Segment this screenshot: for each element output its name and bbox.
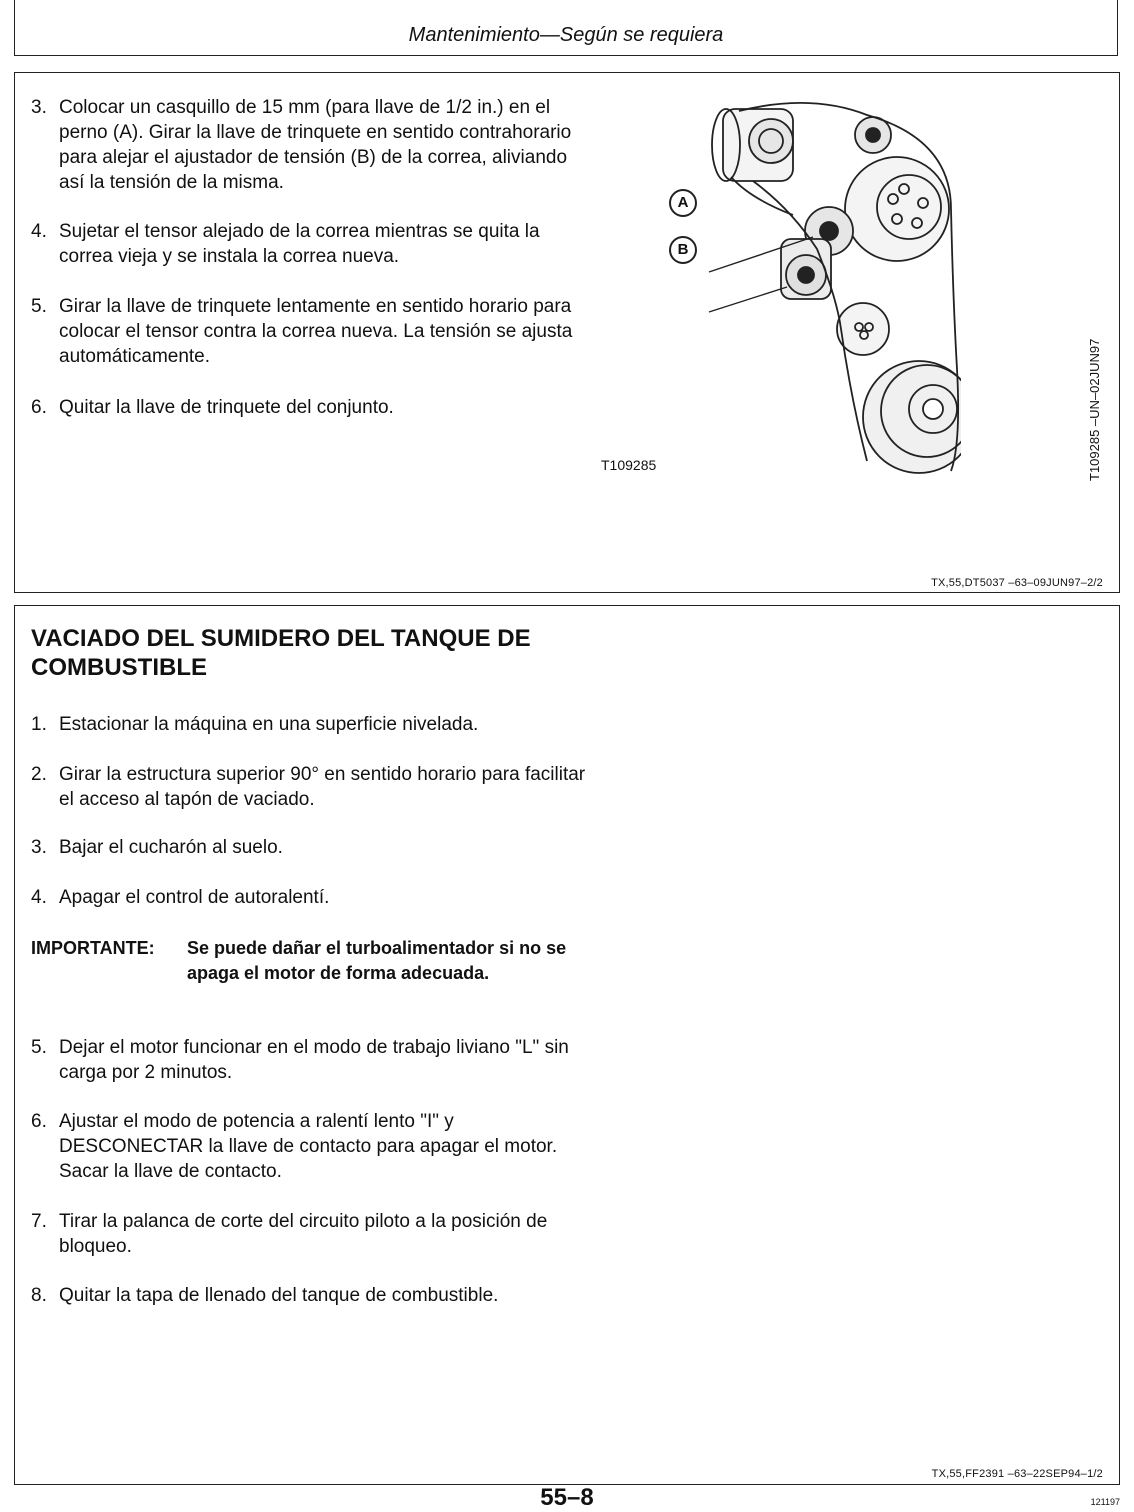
section-belt-replacement [14,72,1120,593]
reference-code: TX,55,FF2391 –63–22SEP94–1/2 [931,1468,1103,1480]
page-date-code: 121197 [1090,1497,1120,1507]
step-text: Bajar el cucharón al suelo. [59,837,283,858]
important-label: IMPORTANTE: [31,938,155,958]
step-item [31,762,591,812]
step-text: Estacionar la máquina en una superficie nivelada. [59,714,479,735]
step-number: 6. [31,1111,47,1132]
step-number: 8. [31,1285,47,1306]
step-item [31,885,591,910]
belt-drive-illustration [661,99,961,479]
step-item [31,1283,591,1308]
step-text: Sujetar el tensor alejado de la correa mientras se quita la correa vieja y se instala la correa nueva. [59,221,540,267]
step-number: 2. [31,764,47,785]
step-text: Tirar la palanca de corte del circuito piloto a la posición de bloqueo. [59,1211,548,1257]
step-item [31,712,591,737]
section-fuel-sump-drain [14,605,1120,1485]
important-text: Se puede dañar el turboalimentador si no se apaga el motor de forma adecuada. [187,938,567,983]
figure-vertical-code: T109285 –UN–02JUN97 [1087,338,1102,481]
step-item [31,95,591,195]
step-text: Dejar el motor funcionar en el modo de trabajo liviano "L" sin carga por 2 minutos. [59,1037,569,1083]
step-item [31,395,591,420]
page-header [14,0,1118,56]
step-text: Girar la llave de trinquete lentamente en sentido horario para colocar el tensor contra la correa nueva. La tensión se ajusta automáticamente. [59,296,573,367]
step-text: Girar la estructura superior 90° en sentido horario para facilitar el acceso al tapón de vaciado. [59,764,586,810]
step-number: 4. [31,887,47,908]
page-number: 55–8 [540,1484,594,1511]
step-text: Apagar el control de autoralentí. [59,887,330,908]
step-number: 5. [31,1037,47,1058]
callout-b: B [669,236,697,264]
step-number: 7. [31,1211,47,1232]
step-text: Colocar un casquillo de 15 mm (para llave de 1/2 in.) en el perno (A). Girar la llave de trinquete en sentido contrahorario para alejar el ajustador de tensión (B) de la correa, aliviando así la tensión de la misma. [59,97,572,193]
step-number: 6. [31,397,47,418]
step-item [31,1035,591,1085]
figure-caption: T109285 [601,457,657,473]
reference-code: TX,55,DT5037 –63–09JUN97–2/2 [931,577,1103,589]
step-number: 3. [31,97,47,118]
step-text: Quitar la tapa de llenado del tanque de combustible. [59,1285,499,1306]
step-number: 5. [31,296,47,317]
step-text: Quitar la llave de trinquete del conjunto. [59,397,394,418]
callout-a: A [669,189,697,217]
step-item [31,294,591,369]
step-item [31,1209,591,1259]
step-item [31,835,591,860]
step-item [31,1109,591,1184]
header-title: Mantenimiento—Según se requiera [408,24,724,46]
step-item [31,219,591,269]
step-number: 4. [31,221,47,242]
step-number: 1. [31,714,47,735]
step-number: 3. [31,837,47,858]
step-text: Ajustar el modo de potencia a ralentí lento "I" y DESCONECTAR la llave de contacto para apagar el motor. Sacar la llave de contacto. [59,1111,558,1182]
section-title: VACIADO DEL SUMIDERO DEL TANQUE DE COMBUSTIBLE [31,625,531,681]
